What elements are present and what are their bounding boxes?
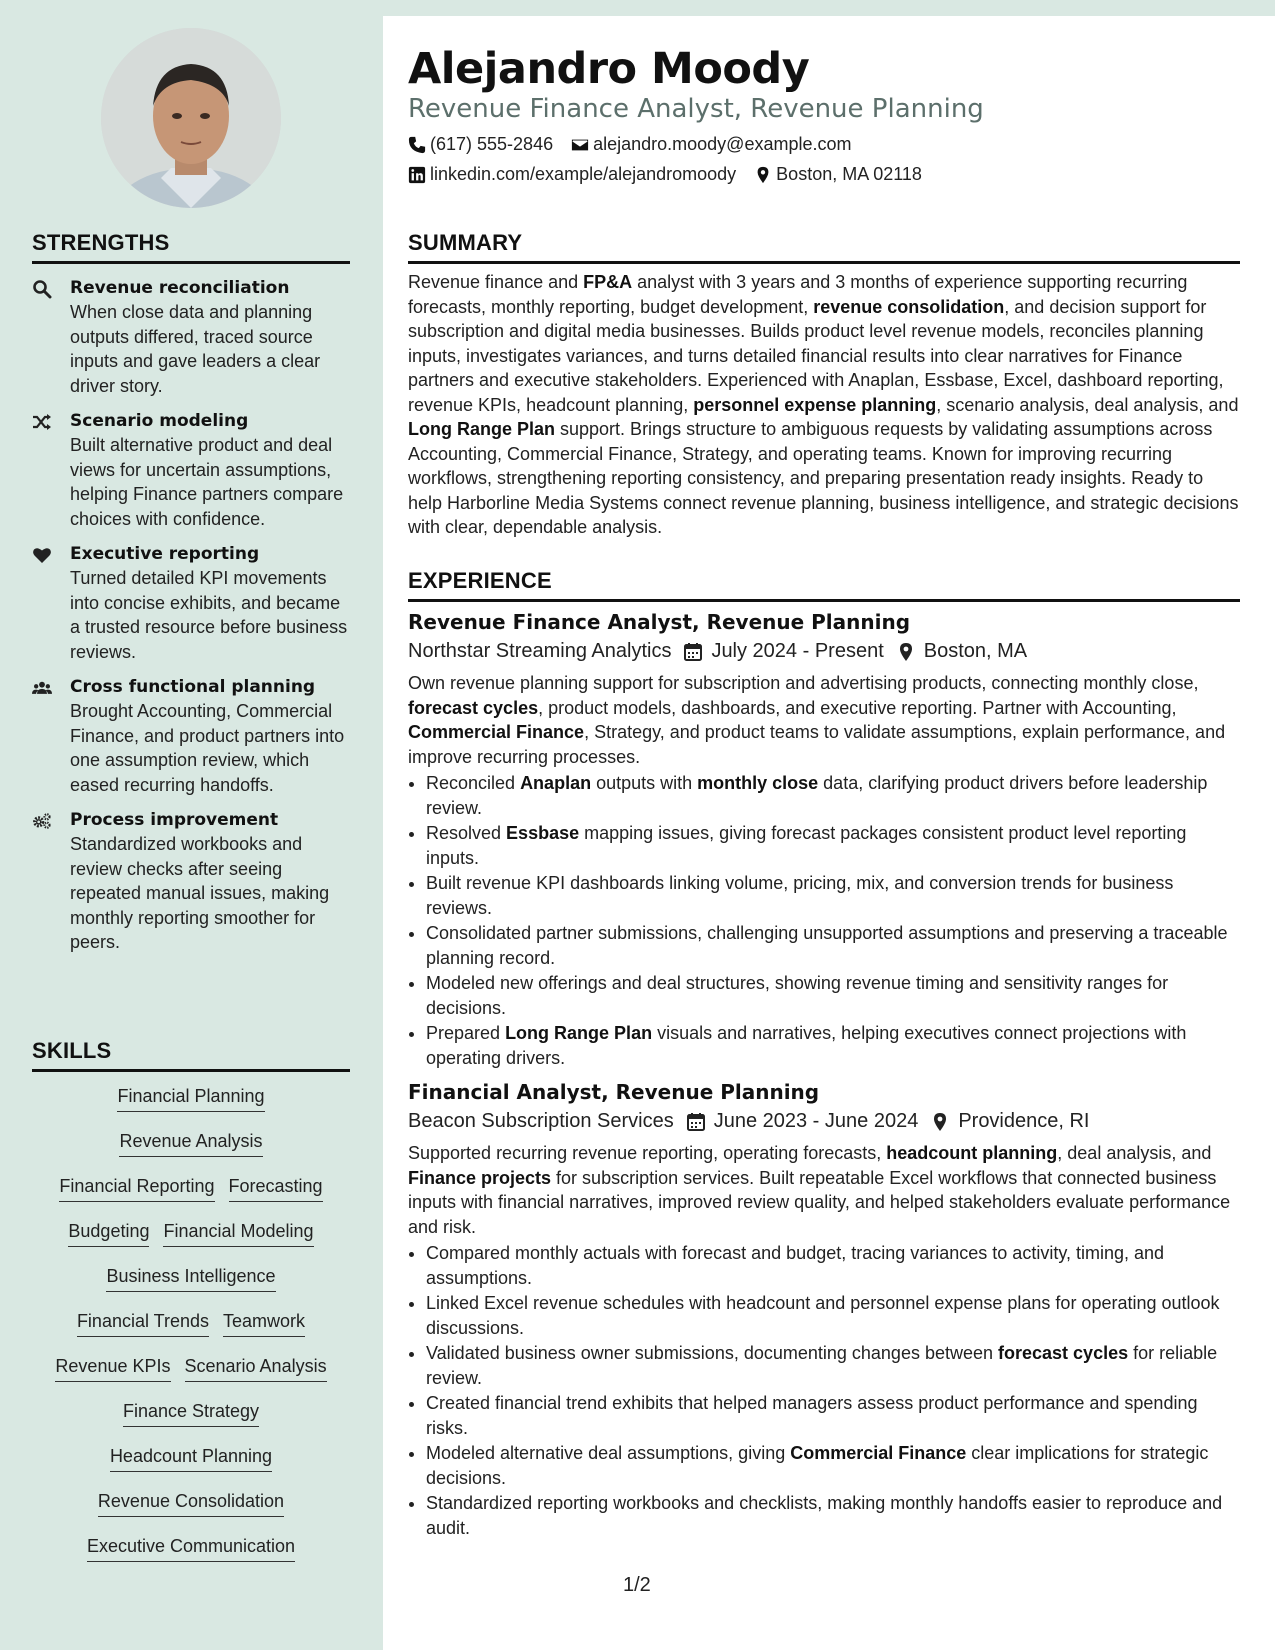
skill-tag: Financial Planning [117,1086,264,1112]
summary-heading: SUMMARY [408,230,1240,264]
job-location: Providence, RI [958,1110,1090,1132]
skill-tag: Forecasting [229,1176,323,1202]
calendar-icon [683,642,703,662]
strength-item [32,409,350,531]
strength-description: Turned detailed KPI movements into concise exhibits, and became a trusted resource before business reviews. [70,568,348,662]
skills-heading: SKILLS [32,1038,350,1072]
job-location: Boston, MA [923,640,1028,662]
job-meta [408,640,1240,663]
skill-row [32,1401,350,1446]
shuffle-icon [32,412,52,432]
emphasis-text: Long Range Plan [408,419,556,439]
strength-title: Revenue reconciliation [70,278,290,298]
skill-tag: Financial Trends [77,1311,209,1337]
job-entry [408,1080,1240,1540]
email-address[interactable]: alejandro.moody@example.com [593,134,852,154]
skill-row [32,1311,350,1356]
calendar-icon [686,1112,706,1132]
skill-row [32,1176,350,1221]
job-dates: June 2023 - June 2024 [713,1110,919,1132]
strength-title: Process improvement [70,810,279,830]
skill-tag: Financial Reporting [59,1176,214,1202]
phone-icon [408,136,426,154]
list-item: • Standardized reporting workbooks and checklists, making monthly handoffs easier to reproduce and audit. [426,1491,1240,1540]
candidate-name: Alejandro Moody [408,44,810,94]
emphasis-text: FP&A [583,272,633,292]
skills-section [32,1038,350,1581]
job-entry [408,610,1240,1070]
skills-list [32,1086,350,1581]
sidebar [0,0,383,1650]
list-item: • Consolidated partner submissions, challenging unsupported assumptions and preserving a traceable planning record. [426,921,1240,970]
skill-row [32,1086,350,1131]
skill-tag: Teamwork [223,1311,305,1337]
strength-title: Cross functional planning [70,677,316,697]
strength-description: Standardized workbooks and review checks after seeing repeated manual issues, making monthly reporting smoother for peers. [70,834,330,952]
emphasis-text: monthly close [697,773,819,793]
heart-icon [32,545,52,565]
linkedin-url[interactable]: linkedin.com/example/alejandromoody [430,164,737,184]
list-item: • Validated business owner submissions, documenting changes between forecast cycles for reliable review. [426,1341,1240,1390]
contact-row-1 [408,134,870,155]
job-bullets [408,1241,1240,1540]
list-item: • Prepared Long Range Plan visuals and narratives, helping executives connect projections with operating drivers. [426,1021,1240,1070]
strength-title: Scenario modeling [70,411,249,431]
strengths-heading: STRENGTHS [32,230,350,264]
summary-section [408,230,1240,540]
skill-tag: Revenue Analysis [119,1131,262,1157]
list-item: • Reconciled Anaplan outputs with monthly close data, clarifying product drivers before leadership review. [426,771,1240,820]
list-item: • Linked Excel revenue schedules with headcount and personnel expense plans for operating outlook discussions. [426,1291,1240,1340]
skill-row [32,1356,350,1401]
emphasis-text: headcount planning [886,1143,1058,1163]
list-item: • Modeled alternative deal assumptions, giving Commercial Finance clear implications for strategic decisions. [426,1441,1240,1490]
users-icon [32,678,52,698]
list-item: • Modeled new offerings and deal structures, showing revenue timing and sensitivity ranges for decisions. [426,971,1240,1020]
experience-heading: EXPERIENCE [408,568,1240,602]
experience-section [408,568,1240,1541]
location-pin-icon [754,166,772,184]
phone-number: (617) 555-2846 [430,134,554,154]
list-item: • Created financial trend exhibits that helped managers assess product performance and spending risks. [426,1391,1240,1440]
strength-description: When close data and planning outputs differed, traced source inputs and gave leaders a clear driver story. [70,302,321,396]
emphasis-text: Essbase [506,823,580,843]
jobs-list [408,610,1240,1540]
job-title: Revenue Finance Analyst, Revenue Planning [408,610,911,634]
linkedin-icon [408,166,426,184]
emphasis-text: Commercial Finance [408,722,585,742]
strength-item [32,808,350,955]
skill-row [32,1446,350,1491]
job-title: Financial Analyst, Revenue Planning [408,1080,820,1104]
skill-tag: Headcount Planning [110,1446,272,1472]
skill-tag: Revenue KPIs [55,1356,170,1382]
emphasis-text: forecast cycles [408,697,539,718]
skill-tag: Scenario Analysis [185,1356,327,1382]
skill-row [32,1266,350,1311]
strength-item [32,542,350,664]
skill-row [32,1131,350,1176]
list-item: • Built revenue KPI dashboards linking volume, pricing, mix, and conversion trends for business reviews. [426,871,1240,920]
emphasis-text: Commercial Finance [790,1443,967,1463]
strength-title: Executive reporting [70,544,260,564]
skill-tag: Financial Modeling [163,1221,313,1247]
company-name: Beacon Subscription Services [408,1110,674,1132]
profile-photo [101,28,281,208]
skill-tag: Budgeting [68,1221,149,1247]
search-icon [32,279,52,299]
skill-row [32,1536,350,1581]
strength-description: Built alternative product and deal views for uncertain assumptions, helping Finance partners compare choices with confidence. [70,435,344,529]
skill-tag: Business Intelligence [106,1266,275,1292]
strength-item [32,276,350,398]
list-item: • Compared monthly actuals with forecast and budget, tracing variances to activity, timing, and assumptions. [426,1241,1240,1290]
strength-item [32,675,350,797]
location-pin-icon [930,1112,950,1132]
candidate-title: Revenue Finance Analyst, Revenue Planning [408,94,984,124]
job-meta [408,1110,1240,1133]
skill-tag: Revenue Consolidation [98,1491,284,1517]
skill-tag: Finance Strategy [123,1401,259,1427]
location: Boston, MA 02118 [776,164,922,184]
job-dates: July 2024 - Present [711,640,884,662]
emphasis-text: Long Range Plan [505,1023,653,1043]
job-description: Supported recurring revenue reporting, operating forecasts, headcount planning, deal analysis, and Finance projects for subscription services. Built repeatable Excel workflows that connected business inputs with financial narratives, improved review quality, and helped stakeholders evaluate performance and risk. [408,1143,1231,1237]
location-pin-icon [896,642,916,662]
strengths-section [32,230,350,955]
list-item: • Resolved Essbase mapping issues, giving forecast packages consistent product level reporting inputs. [426,821,1240,870]
emphasis-text: revenue consolidation [813,296,1005,317]
company-name: Northstar Streaming Analytics [408,640,672,662]
emphasis-text: Finance projects [408,1167,552,1188]
email-icon [571,136,589,154]
emphasis-text: forecast cycles [998,1343,1129,1363]
emphasis-text: personnel expense planning [693,394,937,415]
summary-text: Revenue finance and FP&A analyst with 3 years and 3 months of experience supporting recurring forecasts, monthly reporting, budget development, revenue consolidation, and decision support for subscription and digital media businesses. Builds product level revenue models, reconciles planning inputs, investigates variances, and turns detailed financial results into clear narratives for Finance partners and executive stakeholders. Experienced with Anaplan, Essbase, Excel, dashboard reporting, revenue KPIs, headcount planning, personnel expense planning, scenario analysis, deal analysis, and Long Range Plan support. Brings structure to ambiguous requests by validating assumptions across Accounting, Commercial Finance, Strategy, and operating teams. Known for improving recurring workflows, strengthening reporting consistency, and preparing presentation ready insights. Ready to help Harborline Media Systems connect revenue planning, business intelligence, and strategic decisions with clear, dependable analysis. [408,272,1239,537]
job-bullets [408,771,1240,1070]
contact-row-2 [408,164,940,185]
gears-icon [32,811,52,831]
skill-row [32,1221,350,1266]
job-description: Own revenue planning support for subscription and advertising products, connecting monthly close, forecast cycles, product models, dashboards, and executive reporting. Partner with Accounting, Commercial Finance, Strategy, and product teams to validate assumptions, explain performance, and improve recurring processes. [408,673,1226,767]
skill-tag: Executive Communication [87,1536,295,1562]
emphasis-text: Anaplan [520,773,592,793]
strength-description: Brought Accounting, Commercial Finance, and product partners into one assumption review, which eased recurring handoffs. [70,701,345,795]
page-number: 1/2 [623,1574,651,1596]
skill-row [32,1491,350,1536]
